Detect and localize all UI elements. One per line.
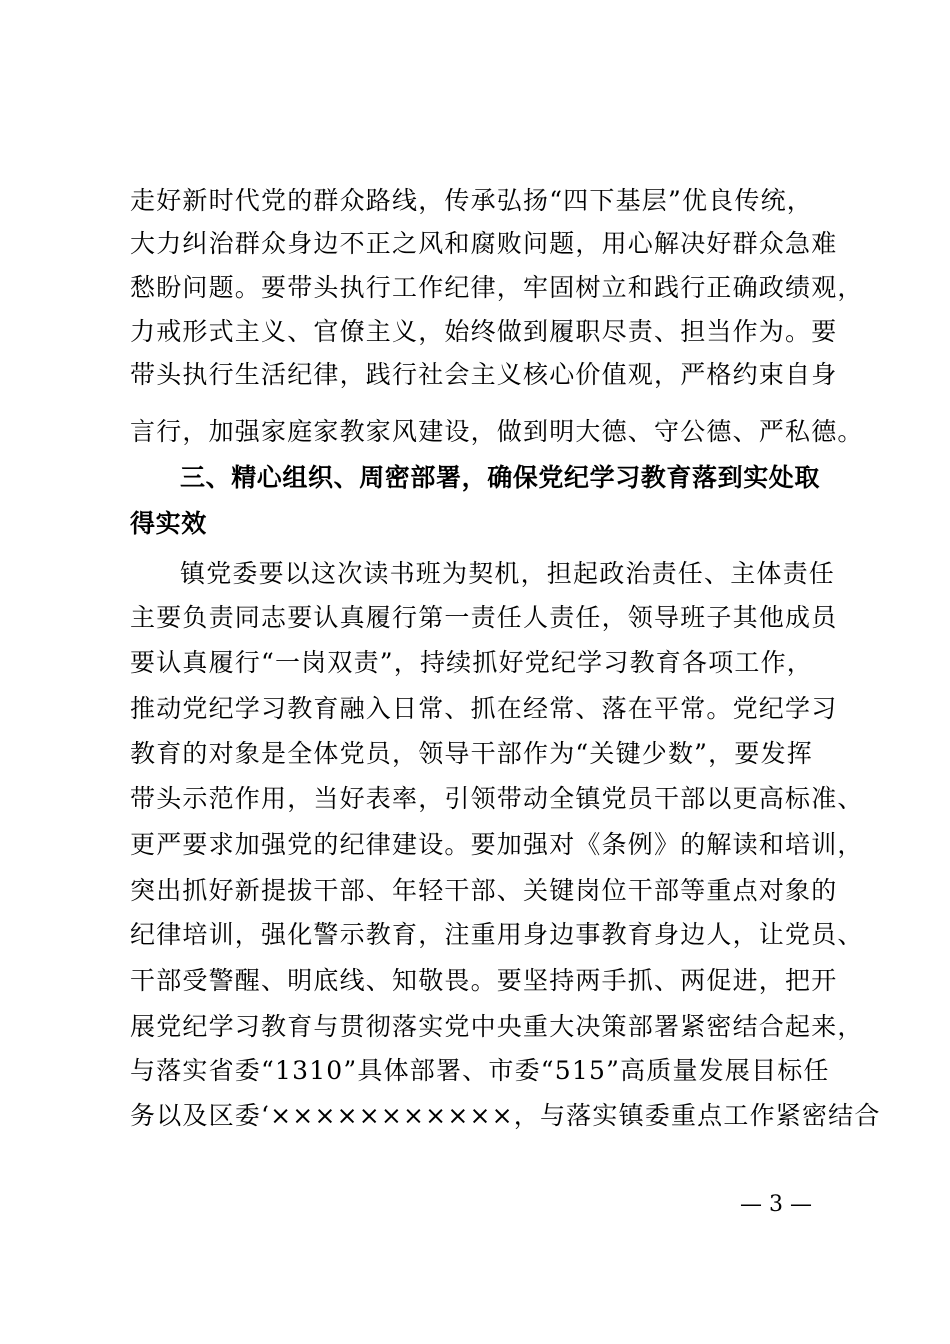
body-text-line: 大力纠治群众身边不正之风和腐败问题，用心解决好群众急难 xyxy=(130,229,838,258)
paragraph-line: 纪律培训，强化警示教育，注重用身边事教育身边人，让党员、 xyxy=(130,920,864,949)
section-heading: 三、精心组织、周密部署，确保党纪学习教育落到实处取 xyxy=(180,463,821,492)
paragraph-line: 带头示范作用，当好表率，引领带动全镇党员干部以更高标准、 xyxy=(130,784,864,813)
body-text-line: 带头执行生活纪律，践行社会主义核心价值观，严格约束自身 xyxy=(130,360,838,389)
body-text-line: 言行，加强家庭家教家风建设，做到明大德、守公德、严私德。 xyxy=(130,417,864,446)
paragraph-line: 干部受警醒、明底线、知敬畏。要坚持两手抓、两促进，把开 xyxy=(130,966,838,995)
paragraph-line: 展党纪学习教育与贯彻落实党中央重大决策部署紧密结合起来， xyxy=(130,1012,864,1041)
paragraph-line: 主要负责同志要认真履行第一责任人责任，领导班子其他成员 xyxy=(130,603,838,632)
section-heading: 得实效 xyxy=(130,509,207,538)
body-text-line: 力戒形式主义、官僚主义，始终做到履职尽责、担当作为。要 xyxy=(130,317,838,346)
page-number: — 3 — xyxy=(740,1192,812,1217)
paragraph-line: 要认真履行“一岗双责”，持续抓好党纪学习教育各项工作， xyxy=(130,648,813,677)
paragraph-line: 镇党委要以这次读书班为契机，担起政治责任、主体责任 xyxy=(180,559,836,588)
paragraph-line: 务以及区委‘×××××××××××，与落实镇委重点工作紧密结合 xyxy=(130,1101,881,1130)
paragraph-line: 更严要求加强党的纪律建设。要加强对《条例》的解读和培训， xyxy=(130,830,864,859)
body-text-line: 走好新时代党的群众路线，传承弘扬“四下基层”优良传统， xyxy=(130,186,813,215)
paragraph-line: 与落实省委“1310”具体部署、市委“515”高质量发展目标任 xyxy=(130,1056,830,1085)
paragraph-line: 推动党纪学习教育融入日常、抓在经常、落在平常。党纪学习 xyxy=(130,694,838,723)
body-text-line: 愁盼问题。要带头执行工作纪律，牢固树立和践行正确政绩观， xyxy=(130,273,864,302)
paragraph-line: 教育的对象是全体党员，领导干部作为“关键少数”，要发挥 xyxy=(130,739,813,768)
paragraph-line: 突出抓好新提拔干部、年轻干部、关键岗位干部等重点对象的 xyxy=(130,876,838,905)
